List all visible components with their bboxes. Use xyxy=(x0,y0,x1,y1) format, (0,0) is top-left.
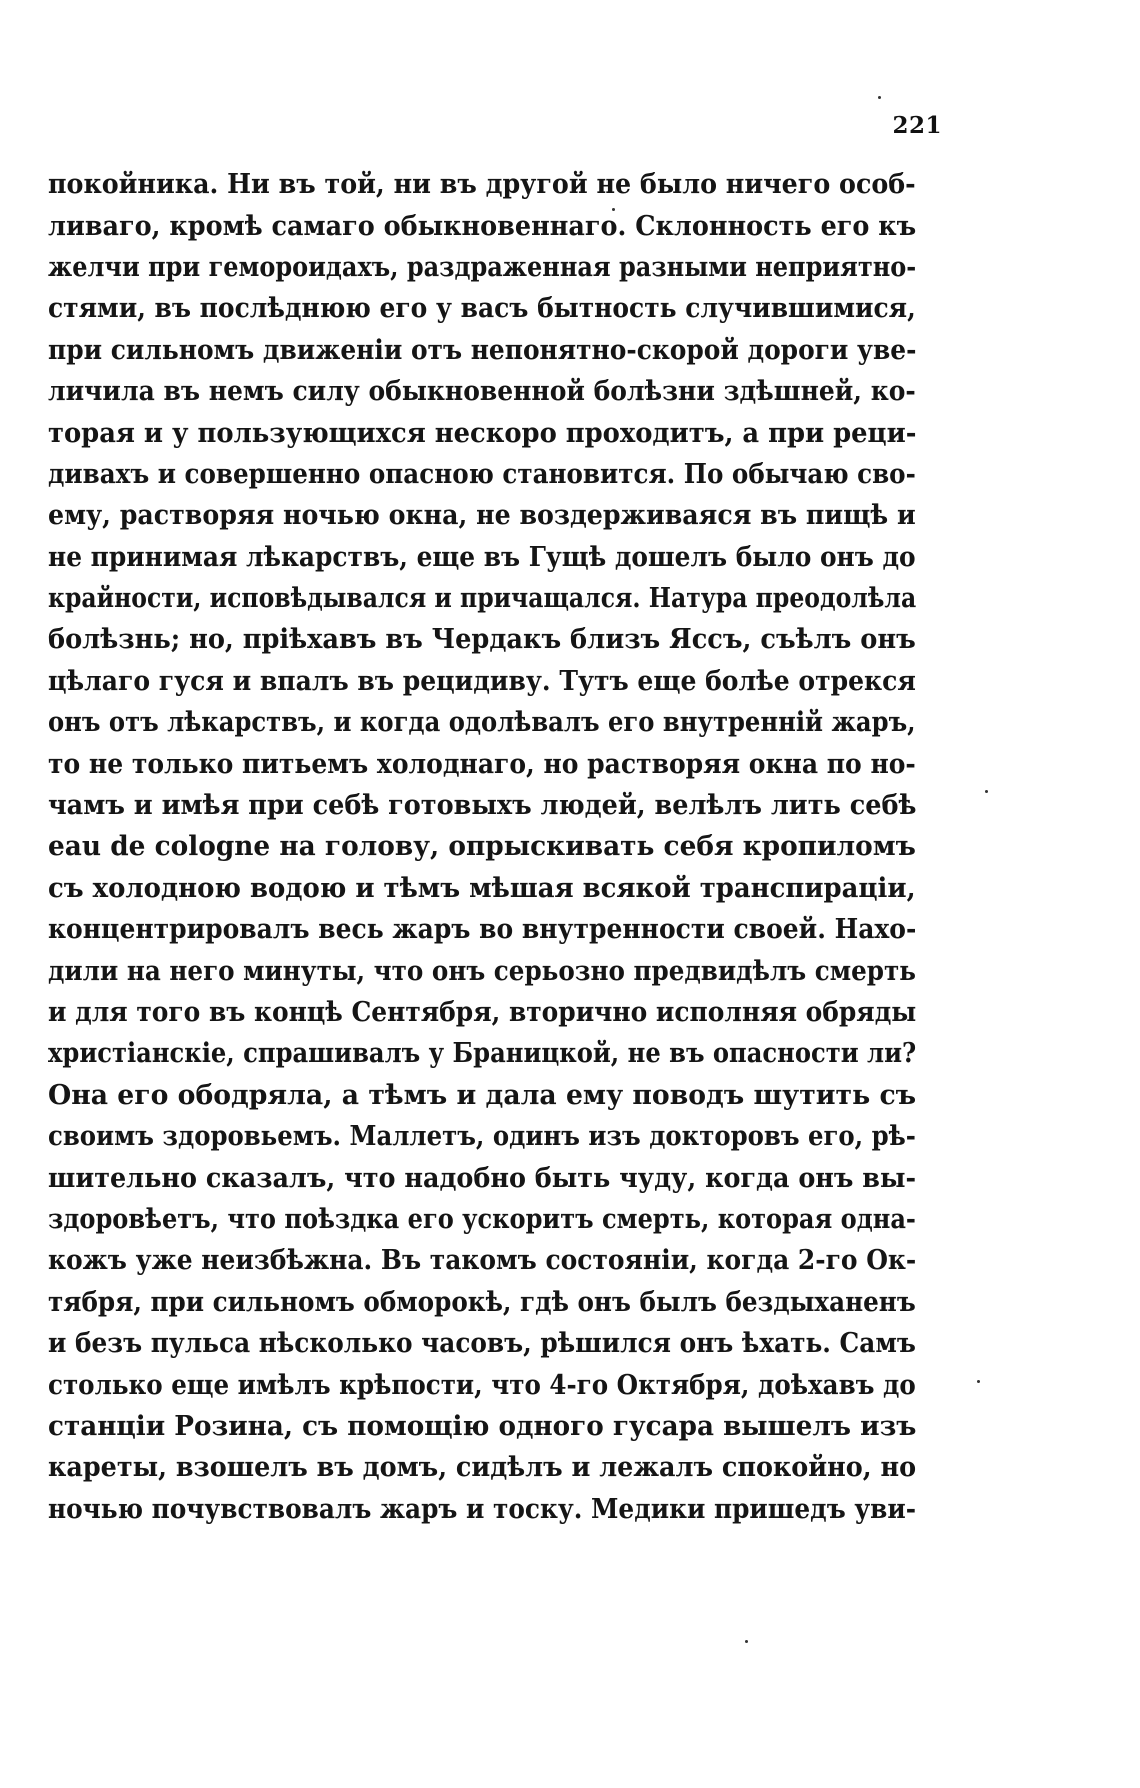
scan-speck xyxy=(745,1640,748,1643)
text-line-content: желчи при гемороидахъ, раздраженная разными неприятно- xyxy=(48,251,917,283)
page-number: 221 xyxy=(892,112,942,139)
text-line-content: болѣзнь; но, пріѣхавъ въ Чердакъ близъ Яссъ, съѣлъ онъ xyxy=(48,624,916,656)
text-line-content: столько еще имѣлъ крѣпости, что 4-го Октября, доѣхавъ до xyxy=(48,1369,916,1401)
text-line-content: здоровѣетъ, что поѣздка его ускоритъ смерть, которая одна- xyxy=(48,1203,916,1235)
text-line xyxy=(48,1199,916,1240)
text-line xyxy=(48,454,916,495)
text-line xyxy=(48,495,916,536)
scan-speck xyxy=(985,790,988,793)
text-line xyxy=(48,619,916,660)
body-text xyxy=(48,164,916,1530)
scan-speck xyxy=(612,208,615,211)
text-line xyxy=(48,164,916,205)
text-line-content: личила въ немъ силу обыкновенной болѣзни здѣшней, ко- xyxy=(48,376,916,408)
text-line xyxy=(48,1033,916,1074)
text-line-content: тября, при сильномъ обморокѣ, гдѣ онъ былъ бездыханенъ xyxy=(48,1286,916,1318)
text-line xyxy=(48,1075,916,1116)
text-line-content: ночью почувствовалъ жаръ и тоску. Медики пришедъ уви- xyxy=(48,1493,917,1525)
text-line-content: онъ отъ лѣкарствъ, и когда одолѣвалъ его внутренній жаръ, xyxy=(48,707,916,739)
text-line-content: при сильномъ движеніи отъ непонятно-скорой дороги уве- xyxy=(48,334,917,366)
text-line xyxy=(48,1323,916,1364)
text-line-content: концентрировалъ весь жаръ во внутренности своей. Нахо- xyxy=(48,914,917,946)
text-line xyxy=(48,537,916,578)
text-line xyxy=(48,909,916,950)
text-line-content: своимъ здоровьемъ. Маллетъ, одинъ изъ докторовъ его, рѣ- xyxy=(48,1121,916,1153)
text-line-content: дили на него минуты, что онъ серьозно предвидѣлъ смерть xyxy=(48,955,916,987)
text-line-content: христіанскіе, спрашивалъ у Браницкой, не въ опасности ли? xyxy=(48,1038,917,1070)
text-line xyxy=(48,1447,916,1488)
text-line-content: крайности, исповѣдывался и причащался. Натура преодолѣла xyxy=(48,583,917,615)
text-line xyxy=(48,826,916,867)
text-line-content: кареты, взошелъ въ домъ, сидѣлъ и лежалъ спокойно, но xyxy=(48,1452,917,1484)
text-line-content: стями, въ послѣднюю его у васъ бытность случившимися, xyxy=(48,293,916,325)
text-line-content: не принимая лѣкарствъ, еще въ Гущѣ дошелъ было онъ до xyxy=(48,541,916,573)
text-line-content: станціи Розина, съ помощію одного гусара вышелъ изъ xyxy=(48,1410,917,1442)
text-line-content: торая и у пользующихся нескоро проходитъ, а при реци- xyxy=(48,417,917,449)
scan-speck xyxy=(977,1380,980,1383)
text-line xyxy=(48,1489,916,1530)
text-line xyxy=(48,288,916,329)
text-line-content: шительно сказалъ, что надобно быть чуду, когда онъ вы- xyxy=(48,1162,917,1194)
text-line-content: и безъ пульса нѣсколько часовъ, рѣшился онъ ѣхать. Самъ xyxy=(48,1328,916,1360)
text-line-content: чамъ и имѣя при себѣ готовыхъ людей, велѣлъ лить себѣ xyxy=(48,790,917,822)
text-line-content: съ холодною водою и тѣмъ мѣшая всякой транспираціи, xyxy=(48,872,916,904)
text-line xyxy=(48,785,916,826)
text-line-content: ливаго, кромѣ самаго обыкновеннаго. Склонность его къ xyxy=(48,210,917,242)
text-line-content: eau de cologne на голову, опрыскивать себя кропиломъ xyxy=(48,831,916,863)
text-line xyxy=(48,1282,916,1323)
text-line xyxy=(48,1116,916,1157)
text-line-content: цѣлаго гуся и впалъ въ рецидиву. Тутъ еще болѣе отрекся xyxy=(48,665,916,697)
text-line-content: покойника. Ни въ той, ни въ другой не было ничего особ- xyxy=(48,169,916,201)
text-line-content: и для того въ концѣ Сентября, вторично исполняя обряды xyxy=(48,997,917,1028)
text-line-content: дивахъ и совершенно опасною становится. По обычаю сво- xyxy=(48,458,916,490)
text-line xyxy=(48,950,916,991)
text-line-content: Она его ободряла, а тѣмъ и дала ему поводъ шутить съ xyxy=(48,1079,917,1111)
text-line xyxy=(48,412,916,453)
text-line xyxy=(48,702,916,743)
text-line xyxy=(48,1157,916,1198)
text-line xyxy=(48,330,916,371)
text-line xyxy=(48,743,916,784)
text-line-content: кожъ уже неизбѣжна. Въ такомъ состояніи, когда 2-го Ок- xyxy=(48,1245,917,1277)
text-line xyxy=(48,371,916,412)
text-line xyxy=(48,1364,916,1405)
text-line xyxy=(48,1406,916,1447)
text-line xyxy=(48,1240,916,1281)
text-line xyxy=(48,247,916,288)
text-line-content: то не только питьемъ холоднаго, но растворяя окна по но- xyxy=(48,748,916,780)
text-line xyxy=(48,992,916,1033)
scan-speck xyxy=(878,96,881,99)
text-line xyxy=(48,868,916,909)
text-line xyxy=(48,578,916,619)
text-line-content: ему, растворяя ночью окна, не воздерживаяся въ пищѣ и xyxy=(48,500,916,532)
text-line xyxy=(48,205,916,246)
text-line xyxy=(48,661,916,702)
